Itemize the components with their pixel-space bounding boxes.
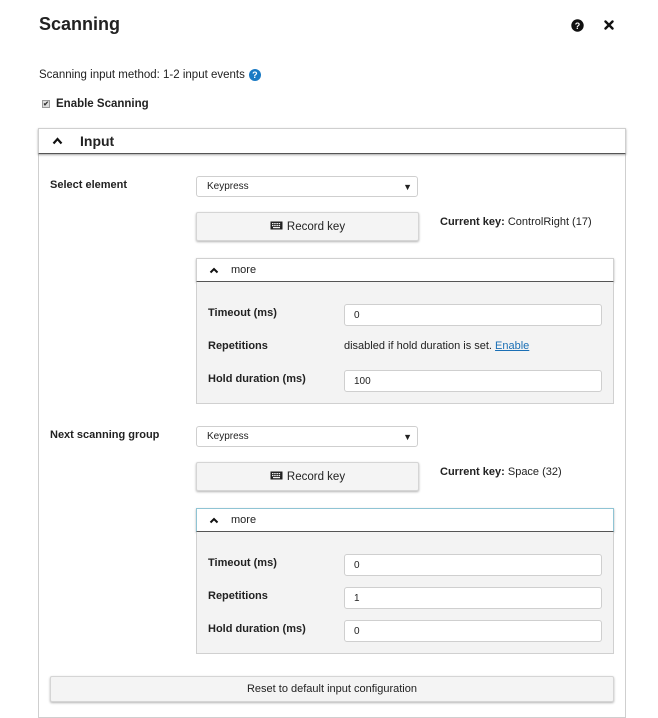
next-scanning-group-dropdown[interactable] xyxy=(196,426,418,447)
timeout-label: Timeout (ms) xyxy=(208,557,277,569)
timeout-label: Timeout (ms) xyxy=(208,307,277,319)
more-label: more xyxy=(231,264,257,276)
repetitions-label: Repetitions xyxy=(208,590,268,602)
more-toggle[interactable] xyxy=(196,258,614,282)
keyboard-icon xyxy=(270,471,283,483)
input-panel-header[interactable] xyxy=(38,128,626,154)
record-key-button[interactable] xyxy=(196,212,419,241)
keyboard-icon xyxy=(270,221,283,233)
timeout-input[interactable]: 0 xyxy=(344,304,602,326)
next-scanning-group-value: Keypress xyxy=(207,431,249,442)
repetitions-note-text: disabled if hold duration is set. xyxy=(344,340,492,352)
hold-duration-label: Hold duration (ms) xyxy=(208,623,306,635)
select-element-label: Select element xyxy=(50,179,128,191)
close-icon[interactable] xyxy=(602,18,616,32)
current-key xyxy=(440,216,592,228)
timeout-input[interactable]: 0 xyxy=(344,554,602,576)
scanning-method-text: Scanning input method: 1-2 input events xyxy=(39,69,245,81)
hold-duration-label: Hold duration (ms) xyxy=(208,373,306,385)
current-key-label: Current key: xyxy=(440,466,505,478)
hold-duration-input[interactable]: 100 xyxy=(344,370,602,392)
select-element-value: Keypress xyxy=(207,181,249,192)
next-scanning-group-label: Next scanning group xyxy=(50,429,160,441)
repetitions-label: Repetitions xyxy=(208,340,268,352)
enable-repetitions-link[interactable]: Enable xyxy=(495,340,530,352)
enable-scanning-checkbox[interactable] xyxy=(42,98,149,110)
repetitions-note xyxy=(344,340,529,352)
select-element-dropdown[interactable] xyxy=(196,176,418,197)
chevron-up-icon xyxy=(209,517,221,524)
reset-input-config-button[interactable]: Reset to default input configuration xyxy=(50,676,614,702)
checkbox-icon[interactable]: ✔ xyxy=(43,101,49,108)
caret-down-icon: ▼ xyxy=(403,181,412,192)
repetitions-input[interactable]: 1 xyxy=(344,587,602,609)
current-key-value: Space (32) xyxy=(507,466,562,478)
more-label: more xyxy=(231,514,257,526)
input-panel-title: Input xyxy=(80,133,115,149)
chevron-up-icon xyxy=(52,137,66,145)
current-key-label: Current key: xyxy=(440,216,505,228)
page-title: Scanning xyxy=(39,14,121,34)
hold-duration-input[interactable]: 0 xyxy=(344,620,602,642)
question-circle-icon[interactable]: ? xyxy=(249,69,261,81)
current-key xyxy=(440,466,562,478)
record-key-label: Record key xyxy=(286,470,346,483)
current-key-value: ControlRight (17) xyxy=(507,216,592,228)
scanning-method xyxy=(39,69,261,81)
enable-scanning-label: Enable Scanning xyxy=(56,98,149,110)
record-key-label: Record key xyxy=(286,220,346,233)
question-circle-icon[interactable] xyxy=(570,18,584,32)
record-key-button[interactable] xyxy=(196,462,419,491)
svg-text:?: ? xyxy=(574,20,580,31)
chevron-up-icon xyxy=(209,267,221,274)
more-toggle[interactable] xyxy=(196,508,614,532)
caret-down-icon: ▼ xyxy=(403,431,412,442)
